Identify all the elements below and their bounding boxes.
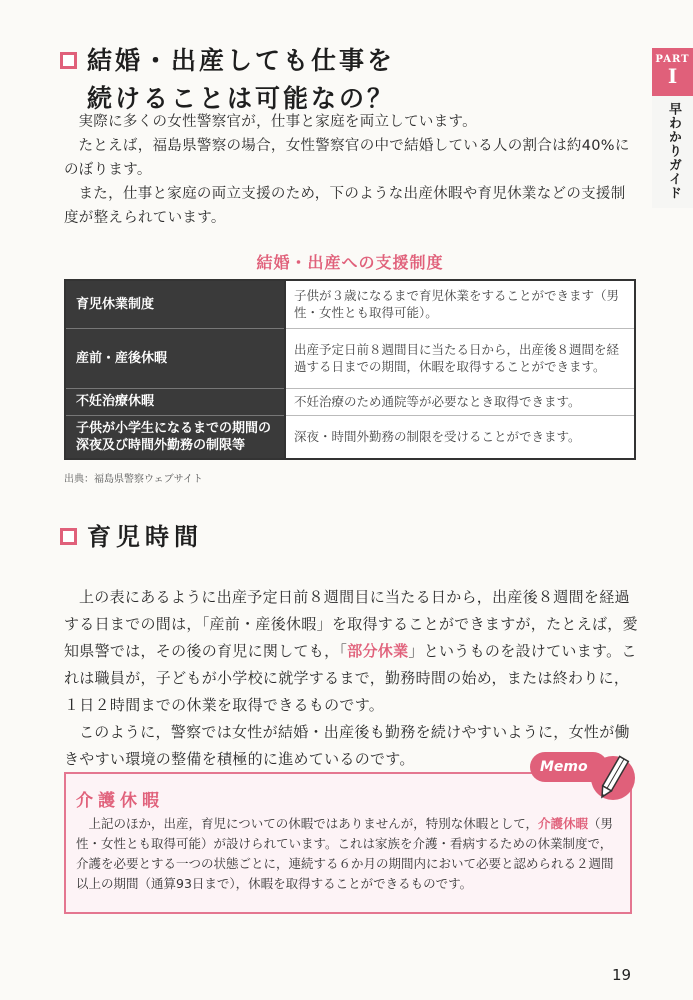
section1-body [64, 110, 640, 230]
section-heading-childcare [60, 520, 203, 554]
table-term: 不妊治療休暇 [65, 388, 285, 415]
table-term: 子供が小学生になるまでの期間の深夜及び時間外勤務の制限等 [65, 415, 285, 459]
part-word: PART [655, 54, 690, 65]
support-system-table [64, 279, 636, 460]
paragraph: また，仕事と家庭の両立支援のため，下のような出産休暇や育児休業などの支援制度が整えられています。 [64, 186, 626, 226]
table-term: 育児休業制度 [65, 280, 285, 328]
table-row [65, 328, 635, 388]
table-title: 結婚・出産への支援制度 [256, 253, 444, 272]
paragraph-text: 」というものを設けています。これは職員が，子どもが小学校に就学するまで，勤務時間の始め，または終わりに，１日２時間までの休業を取得できるものです。 [64, 642, 637, 714]
memo-title: 介護休暇 [76, 791, 164, 811]
highlight-term: 部分休業 [347, 642, 409, 660]
side-tab-label: 早わかりガイド [666, 102, 681, 200]
table-desc: 出産予定日前８週間目に当たる日から，出産後８週間を経過する日までの期間，休暇を取得することができます。 [285, 328, 635, 388]
memo-text-part: 上記のほか，出産，育児についての休暇ではありませんが，特別な休暇として， [88, 816, 539, 831]
paragraph: 実際に多くの女性警察官が，仕事と家庭を両立しています。 [78, 114, 477, 130]
table-desc: 深夜・時間外勤務の制限を受けることができます。 [285, 415, 635, 459]
pencil-icon [588, 748, 638, 808]
square-bullet-icon [60, 52, 77, 69]
paragraph: このように，警察では女性が結婚・出産後も勤務を続けやすいように，女性が働きやすい環境の整備を積極的に進めているのです。 [64, 723, 630, 768]
table-row [65, 388, 635, 415]
page-number: 19 [612, 966, 632, 984]
memo-text [76, 814, 624, 894]
section-heading-marriage [60, 42, 395, 118]
heading-line-2: 続けることは可能なの？ [87, 84, 396, 113]
table-desc: 子供が３歳になるまで育児休業をすることができます（男性・女性とも取得可能）。 [285, 280, 635, 328]
part-badge [652, 48, 693, 96]
memo-highlight: 介護休暇 [538, 816, 589, 831]
table-desc: 不妊治療のため通院等が必要なとき取得できます。 [285, 388, 635, 415]
section-heading-text [87, 42, 395, 118]
memo-badge: Memo [530, 752, 608, 782]
section-heading-text: 育児時間 [87, 523, 203, 551]
paragraph [64, 584, 644, 719]
paragraph-text: 上の表にあるように出産予定日前８週間目に当たる日から，出産後８週間を経過する日までの間は，「産前・産後休暇」を取得することができますが，たとえば，愛知県警では，その後の育児に関しても，「 [64, 588, 638, 660]
section2-body [64, 584, 644, 773]
part-number: I [667, 64, 678, 88]
table-row [65, 280, 635, 328]
heading-line-1: 結婚・出産しても仕事を [87, 46, 396, 75]
paragraph: たとえば，福島県警察の場合，女性警察官の中で結婚している人の割合は約40%にのぼります。 [64, 138, 630, 178]
table-row [65, 415, 635, 459]
table-source: 出典：福島県警察ウェブサイト [64, 474, 203, 485]
memo-text-part: （男性・女性とも取得可能）が設けられています。これは家族を介護・看病するための休業制度で，介護を必要とする一つの状態ごとに，連続する６か月の期間内において必要と認められる２週間以上の期間（通算93日まで），休暇を取得することができるものです。 [76, 816, 614, 891]
square-bullet-icon [60, 528, 77, 545]
table-term: 産前・産後休暇 [65, 328, 285, 388]
